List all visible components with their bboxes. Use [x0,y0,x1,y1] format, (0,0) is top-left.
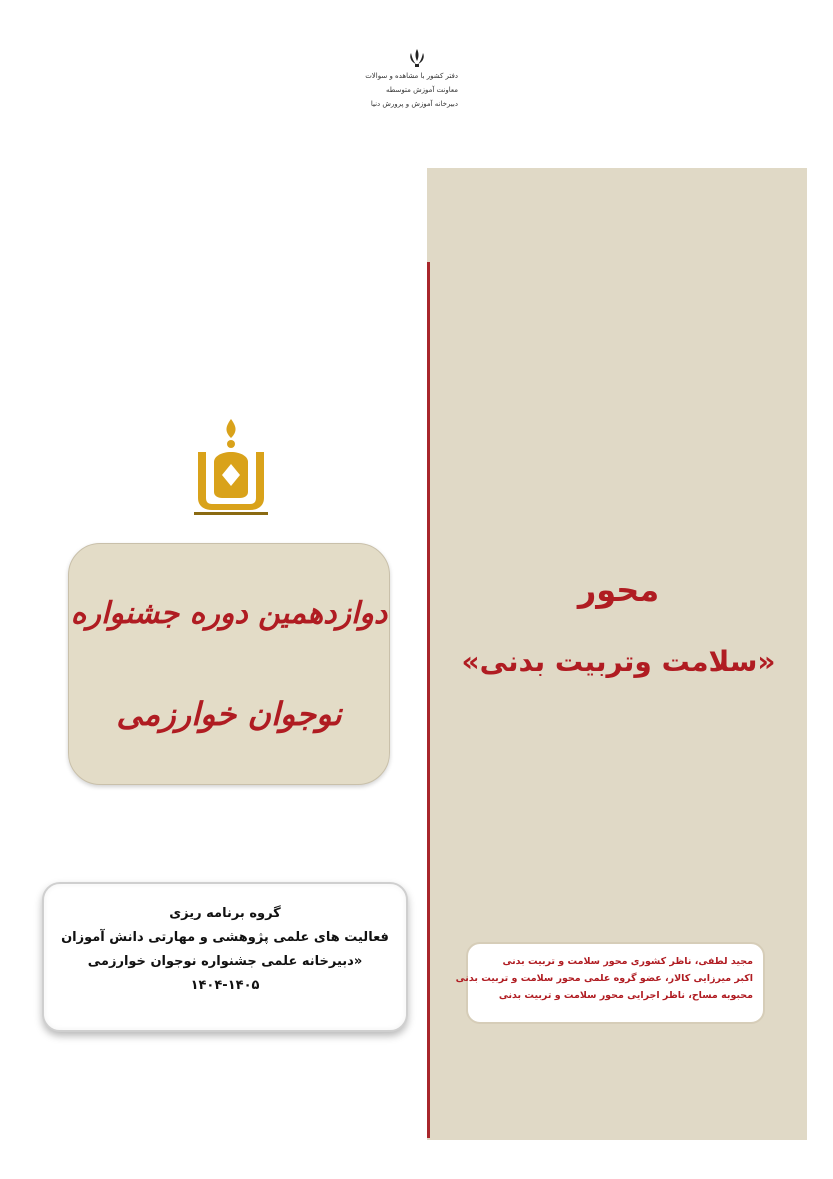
iran-emblem-icon [402,48,432,68]
festival-title-box [68,543,390,785]
axis-subtitle: «سلامت وتربیت بدنی» [461,645,776,678]
axis-title: محور [577,571,660,609]
festival-title-line-2: نوجوان خوارزمی [116,695,342,733]
planning-line: گروه برنامه ریزی [169,906,281,921]
red-divider [427,262,430,1138]
author-line: محبوبه مساح، ناظر اجرایی محور سلامت و تربیت بدنی [498,990,753,1001]
author-line: اکبر میرزایی کالار، عضو گروه علمی محور سلامت و تربیت بدنی [455,973,753,984]
ministry-header [365,48,462,124]
header-line-1: دفتر کشور با مشاهده و سوالات [365,72,458,80]
festival-logo-icon [186,416,276,516]
header-line-3: دبیرخانه آموزش و پرورش دنیا [370,100,458,108]
planning-group-box [42,882,408,1032]
planning-line: فعالیت های علمی پژوهشی و مهارتی دانش آموزان [61,930,389,945]
planning-year: ۱۴۰۴-۱۴۰۵ [190,978,260,993]
planning-line: «دبیرخانه علمی جشنواره نوجوان خوارزمی [87,954,363,969]
festival-title-line-1: دوازدهمین دوره جشنواره [70,596,388,631]
header-line-2: معاونت آموزش متوسطه [386,86,458,94]
authors-box [455,942,765,1024]
author-line: مجید لطفی، ناظر کشوری محور سلامت و تربیت بدنی [502,956,753,967]
